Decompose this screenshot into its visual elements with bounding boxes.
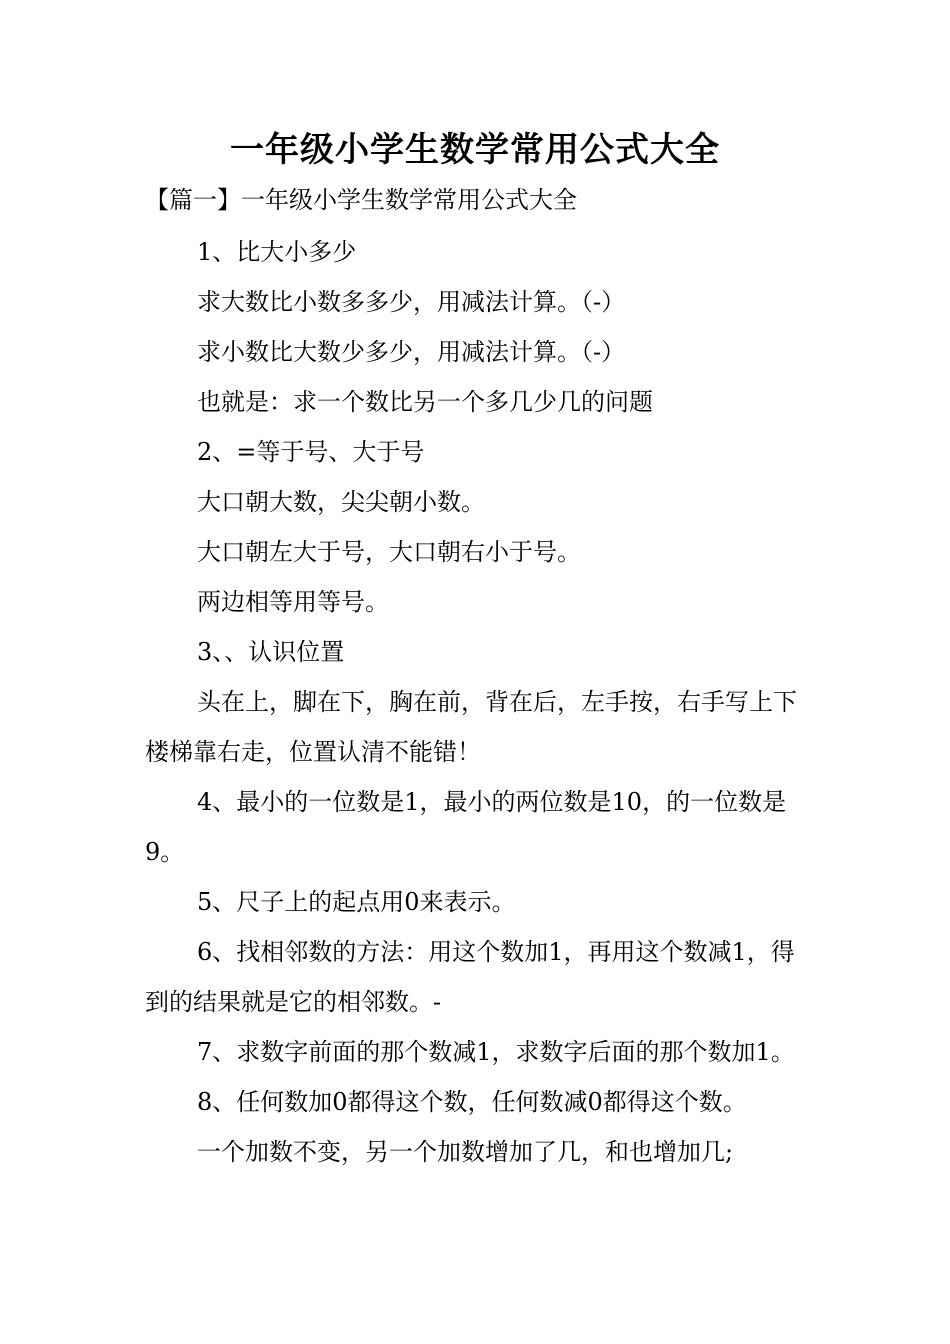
- paragraph: 求大数比小数多多少，用减法计算。（-）: [197, 288, 626, 316]
- document-title: 一年级小学生数学常用公式大全: [230, 130, 720, 170]
- paragraph: 1、比大小多少: [197, 238, 357, 266]
- paragraph: 2、=等于号、大于号: [197, 438, 425, 466]
- paragraph: 6、找相邻数的方法：用这个数加1，再用这个数减1，得到的结果就是它的相邻数。-: [145, 938, 795, 1016]
- paragraph: 也就是：求一个数比另一个多几少几的问题: [197, 388, 653, 416]
- paragraph: 大口朝左大于号，大口朝右小于号。: [197, 538, 581, 566]
- paragraph: 4、最小的一位数是1，最小的两位数是10，的一位数是9。: [145, 788, 787, 866]
- section-heading: 【篇一】一年级小学生数学常用公式大全: [145, 186, 577, 214]
- paragraph: 5、尺子上的起点用0来表示。: [197, 888, 516, 916]
- paragraph: 3、、认识位置: [197, 638, 345, 666]
- document-body: [145, 227, 810, 1177]
- paragraph: 一个加数不变，另一个加数增加了几，和也增加几;: [197, 1138, 734, 1166]
- paragraph: 7、求数字前面的那个数减1，求数字后面的那个数加1。: [197, 1038, 795, 1066]
- paragraph: 大口朝大数，尖尖朝小数。: [197, 488, 485, 516]
- paragraph: 求小数比大数少多少，用减法计算。（-）: [197, 338, 626, 366]
- paragraph: 8、任何数加0都得这个数，任何数减0都得这个数。: [197, 1088, 747, 1116]
- paragraph: 两边相等用等号。: [197, 588, 389, 616]
- paragraph: 头在上，脚在下，胸在前，背在后，左手按，右手写上下楼梯靠右走，位置认清不能错！: [145, 688, 797, 766]
